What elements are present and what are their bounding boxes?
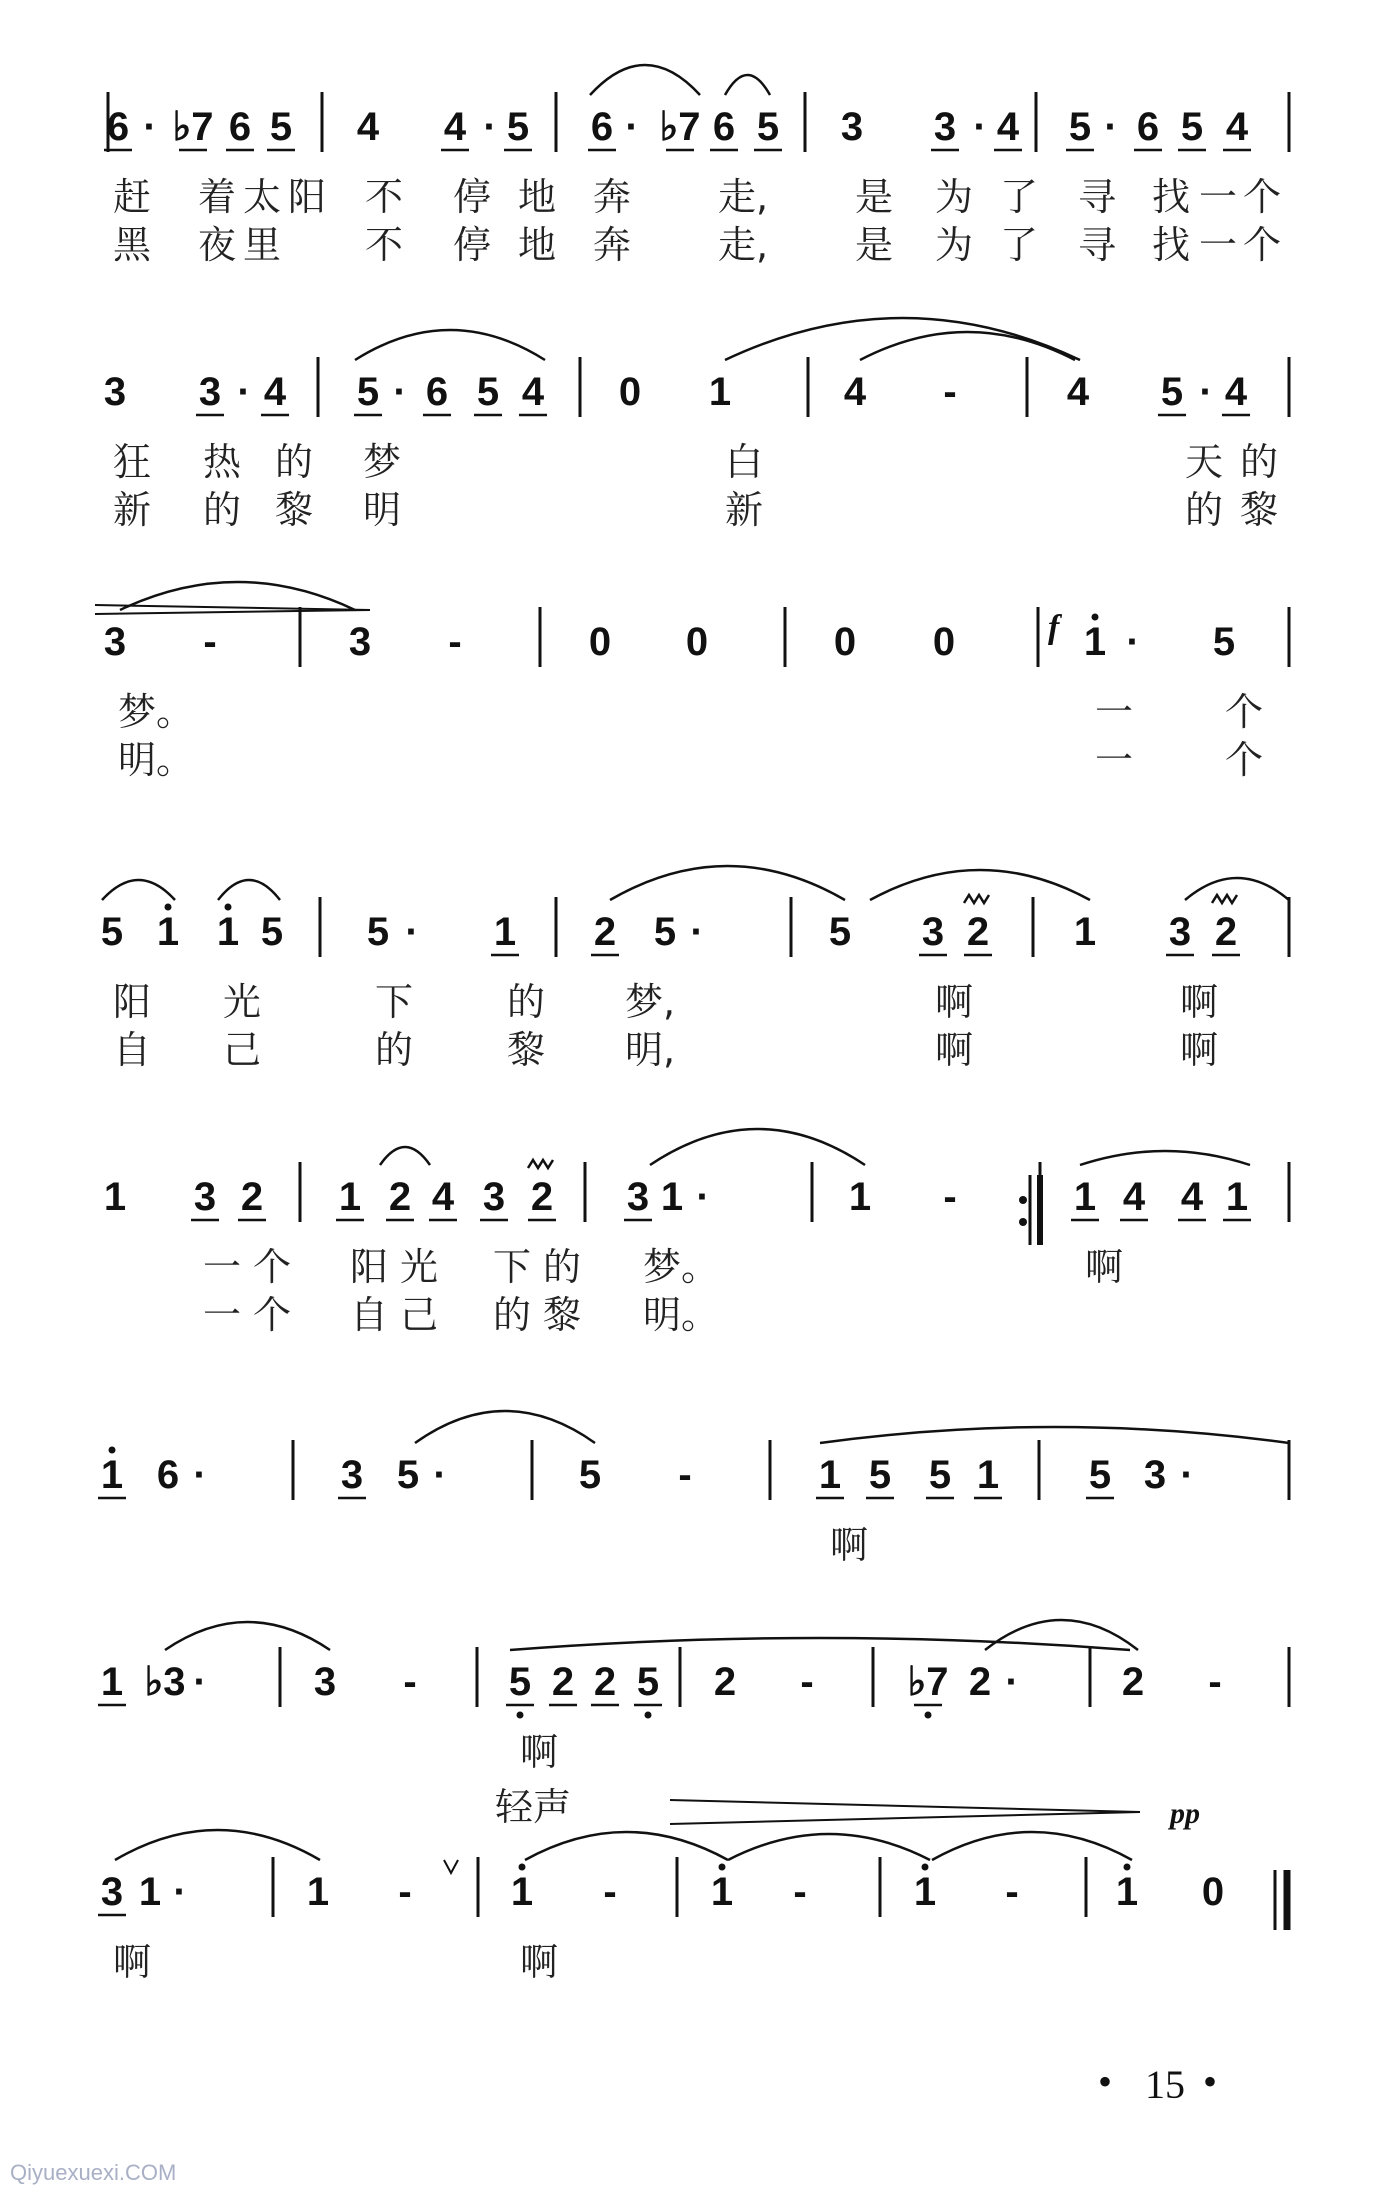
lyric-char: 的 [507, 980, 546, 1024]
dash-sustain: - [448, 620, 462, 664]
lyric-char: 啊 [1180, 1028, 1219, 1072]
note: 0 [618, 370, 642, 414]
note: 4 [1224, 370, 1248, 414]
lyric-char: 啊 [520, 1730, 559, 1774]
octave-dot-high [922, 1864, 929, 1871]
note: 1 [510, 1870, 534, 1914]
note: 4 [443, 105, 467, 149]
octave-dot-high [1092, 614, 1099, 621]
note: 5 [260, 910, 284, 954]
octave-dot-low [517, 1712, 524, 1719]
lyric-char: 个 [253, 1293, 292, 1337]
note: 5 [1068, 105, 1092, 149]
decrescendo-hairpin-end [670, 1800, 1140, 1824]
note: 6 [1136, 105, 1160, 149]
note: 1 [216, 910, 240, 954]
note: 5 [1088, 1453, 1112, 1497]
staff-row-7 [98, 1620, 1289, 1774]
lyric-char: 一 [203, 1293, 242, 1337]
note: 3 [921, 910, 945, 954]
lyric-char: 一 [203, 1245, 242, 1289]
lyric-char: 狂 [113, 440, 152, 484]
note: 4 [521, 370, 545, 414]
lyric-char: 里 [243, 223, 282, 267]
staff-row-4 [101, 866, 1289, 1072]
octave-dot-low [925, 1712, 932, 1719]
dash-sustain: - [203, 620, 217, 664]
lyric-char: 走, [718, 175, 769, 219]
note: 1 [1083, 620, 1107, 664]
lyric-char: 啊 [1085, 1245, 1124, 1289]
lyric-char: 寻 [1078, 175, 1117, 219]
lyric-char: 梦。 [118, 690, 195, 734]
slur [218, 880, 280, 900]
breath-mark [444, 1860, 458, 1873]
slur [932, 1832, 1132, 1860]
dash-sustain: - [403, 1660, 417, 1704]
lyric-char: 的 [203, 488, 242, 532]
lyric-char: 找 [1152, 223, 1191, 267]
lyric-char: 白 [725, 440, 764, 484]
final-barline [1275, 1870, 1287, 1930]
octave-dot-high [225, 904, 232, 911]
lyric-char: 梦。 [643, 1245, 720, 1289]
note: 3 [103, 620, 127, 664]
slur [1080, 1151, 1250, 1165]
note: ♭3 [144, 1660, 186, 1704]
note: 6 [590, 105, 614, 149]
lyric-char: 个 [1243, 175, 1282, 219]
duration-dot: · [237, 370, 251, 414]
lyric-char: 新 [113, 488, 152, 532]
note: 5 [756, 105, 780, 149]
note: 5 [928, 1453, 952, 1497]
lyric-char: 一 [1199, 223, 1238, 267]
note: 1 [138, 1870, 162, 1914]
lyric-char: 的 [1240, 440, 1279, 484]
note: 2 [713, 1660, 737, 1704]
lyric-char: 啊 [520, 1940, 559, 1984]
lyric-char: 是 [855, 175, 894, 219]
note: 1 [1073, 910, 1097, 954]
dash-sustain: - [943, 370, 957, 414]
note: 2 [968, 1660, 992, 1704]
note: 2 [593, 1660, 617, 1704]
trill-mark [528, 1160, 553, 1168]
slur [728, 1834, 930, 1860]
dash-sustain: - [603, 1870, 617, 1914]
duration-dot: · [1180, 1453, 1194, 1497]
lyric-char: 啊 [113, 1940, 152, 1984]
duration-dot: · [143, 105, 157, 149]
note: 1 [1225, 1175, 1249, 1219]
slur [590, 65, 700, 95]
dash-sustain: - [1208, 1660, 1222, 1704]
duration-dot: · [193, 1660, 207, 1704]
lyric-char: 梦, [625, 980, 676, 1024]
page-number: 15 [1145, 2062, 1185, 2107]
lyric-char: 下 [375, 980, 414, 1024]
octave-dot-high [519, 1864, 526, 1871]
note: 2 [551, 1660, 575, 1704]
soft-voice-label: 轻声 [495, 1785, 572, 1829]
duration-dot: · [1126, 620, 1140, 664]
note: 3 [348, 620, 372, 664]
slur [355, 330, 545, 360]
note: 5 [269, 105, 293, 149]
note: ♭7 [659, 105, 701, 149]
note: 3 [933, 105, 957, 149]
octave-dot-high [1124, 1864, 1131, 1871]
lyric-char: 个 [1225, 690, 1264, 734]
note: 4 [843, 370, 867, 414]
lyric-char: 阳 [288, 175, 327, 219]
lyric-char: 自 [113, 1028, 152, 1072]
note: 4 [356, 105, 380, 149]
note: 4 [996, 105, 1020, 149]
note: 3 [198, 370, 222, 414]
lyric-char: 地 [518, 175, 557, 219]
note: 6 [425, 370, 449, 414]
trill-mark [964, 895, 989, 903]
dash-sustain: - [793, 1870, 807, 1914]
slur [610, 866, 845, 900]
repeat-sign [1019, 1175, 1040, 1245]
lyric-char: 黎 [1240, 488, 1279, 532]
lyric-char: 夜 [198, 223, 237, 267]
octave-dot-low [645, 1712, 652, 1719]
slur [102, 880, 175, 900]
octave-dot-high [719, 1864, 726, 1871]
note: 3 [193, 1175, 217, 1219]
lyric-char: 不 [365, 223, 404, 267]
lyric-char: 自 [350, 1293, 389, 1337]
page-number-bullet: • [1203, 2059, 1218, 2104]
note: 1 [306, 1870, 330, 1914]
note: 5 [1160, 370, 1184, 414]
note: 4 [1122, 1175, 1146, 1219]
slur [650, 1129, 865, 1165]
lyric-char: 为 [935, 223, 974, 267]
lyric-char: 的 [493, 1293, 532, 1337]
note: 2 [388, 1175, 412, 1219]
duration-dot: · [433, 1453, 447, 1497]
lyric-char: 下 [493, 1245, 532, 1289]
note: 0 [588, 620, 612, 664]
slur [860, 332, 1075, 360]
note: 0 [685, 620, 709, 664]
note: 5 [396, 1453, 420, 1497]
note: 4 [263, 370, 287, 414]
slur [380, 1147, 430, 1165]
note: 5 [868, 1453, 892, 1497]
duration-dot: · [393, 370, 407, 414]
note: 6 [712, 105, 736, 149]
slur [115, 1830, 320, 1860]
note: 5 [476, 370, 500, 414]
duration-dot: · [405, 910, 419, 954]
lyric-char: 黎 [507, 1028, 546, 1072]
note: 1 [338, 1175, 362, 1219]
lyric-char: 地 [518, 223, 557, 267]
note: 4 [431, 1175, 455, 1219]
staff-row-5 [104, 1129, 1289, 1337]
lyric-char: 的 [275, 440, 314, 484]
note: 0 [1201, 1870, 1225, 1914]
note: 4 [1066, 370, 1090, 414]
lyric-char: 奔 [593, 223, 632, 267]
lyric-char: 黑 [113, 223, 152, 267]
octave-dot-high [109, 1447, 116, 1454]
note: 1 [848, 1175, 872, 1219]
lyric-char: 明。 [643, 1293, 720, 1337]
staff-row-8 [98, 1830, 1224, 1984]
note: 5 [1212, 620, 1236, 664]
note: 2 [240, 1175, 264, 1219]
slur [525, 1832, 728, 1860]
duration-dot: · [1104, 105, 1118, 149]
note: 2 [966, 910, 990, 954]
note: 3 [340, 1453, 364, 1497]
lyric-char: 不 [365, 175, 404, 219]
note: 3 [313, 1660, 337, 1704]
note: 5 [636, 1660, 660, 1704]
lyric-char: 了 [1000, 175, 1039, 219]
lyric-char: 走, [718, 223, 769, 267]
staff-row-6 [98, 1411, 1289, 1567]
lyric-char: 热 [203, 440, 242, 484]
note: 3 [840, 105, 864, 149]
duration-dot: · [173, 1870, 187, 1914]
lyric-char: 寻 [1078, 223, 1117, 267]
note: 3 [1143, 1453, 1167, 1497]
note: 5 [356, 370, 380, 414]
note: 5 [828, 910, 852, 954]
lyric-char: 梦 [363, 440, 402, 484]
dash-sustain: - [678, 1453, 692, 1497]
lyric-char: 找 [1152, 175, 1191, 219]
decrescendo-hairpin [95, 605, 370, 614]
lyric-char: 的 [375, 1028, 414, 1072]
note: 6 [156, 1453, 180, 1497]
note: 2 [1121, 1660, 1145, 1704]
staff-row-1 [104, 65, 1289, 267]
note: 2 [1214, 910, 1238, 954]
lyric-char: 是 [855, 223, 894, 267]
duration-dot: · [625, 105, 639, 149]
lyric-char: 停 [453, 175, 492, 219]
note: 3 [482, 1175, 506, 1219]
lyric-char: 着 [198, 175, 237, 219]
duration-dot: · [193, 1453, 207, 1497]
dash-sustain: - [943, 1175, 957, 1219]
note: 1 [913, 1870, 937, 1914]
lyric-char: 己 [400, 1293, 439, 1337]
lyric-char: 明。 [118, 738, 195, 782]
note: 5 [508, 1660, 532, 1704]
note: 5 [100, 910, 124, 954]
lyric-char: 黎 [543, 1293, 582, 1337]
lyric-char: 己 [223, 1028, 262, 1072]
lyric-char: 个 [253, 1245, 292, 1289]
slur [415, 1411, 595, 1443]
lyric-char: 明, [625, 1028, 676, 1072]
note: 4 [1225, 105, 1249, 149]
lyric-char: 啊 [830, 1523, 869, 1567]
lyric-char: 光 [400, 1245, 439, 1289]
note: 1 [103, 1175, 127, 1219]
lyric-char: 为 [935, 175, 974, 219]
note: 1 [708, 370, 732, 414]
lyric-char: 一 [1199, 175, 1238, 219]
note: 1 [100, 1453, 124, 1497]
note: 0 [932, 620, 956, 664]
trill-mark [1212, 895, 1237, 903]
duration-dot: · [696, 1175, 710, 1219]
duration-dot: · [973, 105, 987, 149]
lyric-char: 一 [1095, 738, 1134, 782]
note: 5 [366, 910, 390, 954]
lyric-char: 啊 [935, 980, 974, 1024]
note: ♭7 [907, 1660, 949, 1704]
lyric-char: 啊 [935, 1028, 974, 1072]
lyric-char: 阳 [350, 1245, 389, 1289]
page-number-bullet: • [1098, 2059, 1113, 2104]
note: 1 [493, 910, 517, 954]
duration-dot: · [1005, 1660, 1019, 1704]
dash-sustain: - [1005, 1870, 1019, 1914]
lyric-char: 奔 [593, 175, 632, 219]
lyric-char: 个 [1225, 738, 1264, 782]
lyric-char: 停 [453, 223, 492, 267]
note: 5 [1180, 105, 1204, 149]
lyric-char: 黎 [275, 488, 314, 532]
note: 5 [506, 105, 530, 149]
note: 3 [103, 370, 127, 414]
lyric-char: 的 [543, 1245, 582, 1289]
lyric-char: 个 [1243, 223, 1282, 267]
note: 1 [710, 1870, 734, 1914]
slur [725, 75, 770, 95]
lyric-char: 天 [1185, 440, 1224, 484]
note: 6 [106, 105, 130, 149]
note: 2 [530, 1175, 554, 1219]
lyric-char: 太 [243, 175, 282, 219]
note: 2 [593, 910, 617, 954]
note: 1 [156, 910, 180, 954]
note: 5 [578, 1453, 602, 1497]
note: 1 [818, 1453, 842, 1497]
pianissimo-mark: pp [1170, 1797, 1200, 1830]
lyric-char: 啊 [1180, 980, 1219, 1024]
note: 1 [1073, 1175, 1097, 1219]
note: 0 [833, 620, 857, 664]
note: 4 [1180, 1175, 1204, 1219]
duration-dot: · [483, 105, 497, 149]
lyric-char: 新 [725, 488, 764, 532]
lyric-char: 了 [1000, 223, 1039, 267]
lyric-char: 赶 [113, 175, 152, 219]
forte-mark: f [1048, 609, 1060, 646]
lyric-char: 一 [1095, 690, 1134, 734]
octave-dot-high [165, 904, 172, 911]
note: 1 [100, 1660, 124, 1704]
note: 1 [1115, 1870, 1139, 1914]
note: 6 [228, 105, 252, 149]
lyric-char: 光 [223, 980, 262, 1024]
note: 3 [100, 1870, 124, 1914]
lyric-char: 阳 [113, 980, 152, 1024]
note: ♭7 [172, 105, 214, 149]
note: 3 [1168, 910, 1192, 954]
slur [725, 318, 1080, 360]
staff-row-2 [104, 318, 1289, 532]
dash-sustain: - [398, 1870, 412, 1914]
lyric-char: 的 [1185, 488, 1224, 532]
duration-dot: · [690, 910, 704, 954]
slur [510, 1638, 1130, 1650]
dash-sustain: - [800, 1660, 814, 1704]
lyric-char: 明 [363, 488, 402, 532]
note: 5 [653, 910, 677, 954]
note: 1 [976, 1453, 1000, 1497]
watermark: Qiyuexuexi.COM [10, 2160, 177, 2185]
duration-dot: · [1199, 370, 1213, 414]
note: 1 [660, 1175, 684, 1219]
slur [820, 1427, 1289, 1443]
note: 3 [626, 1175, 650, 1219]
slur [165, 1622, 330, 1650]
